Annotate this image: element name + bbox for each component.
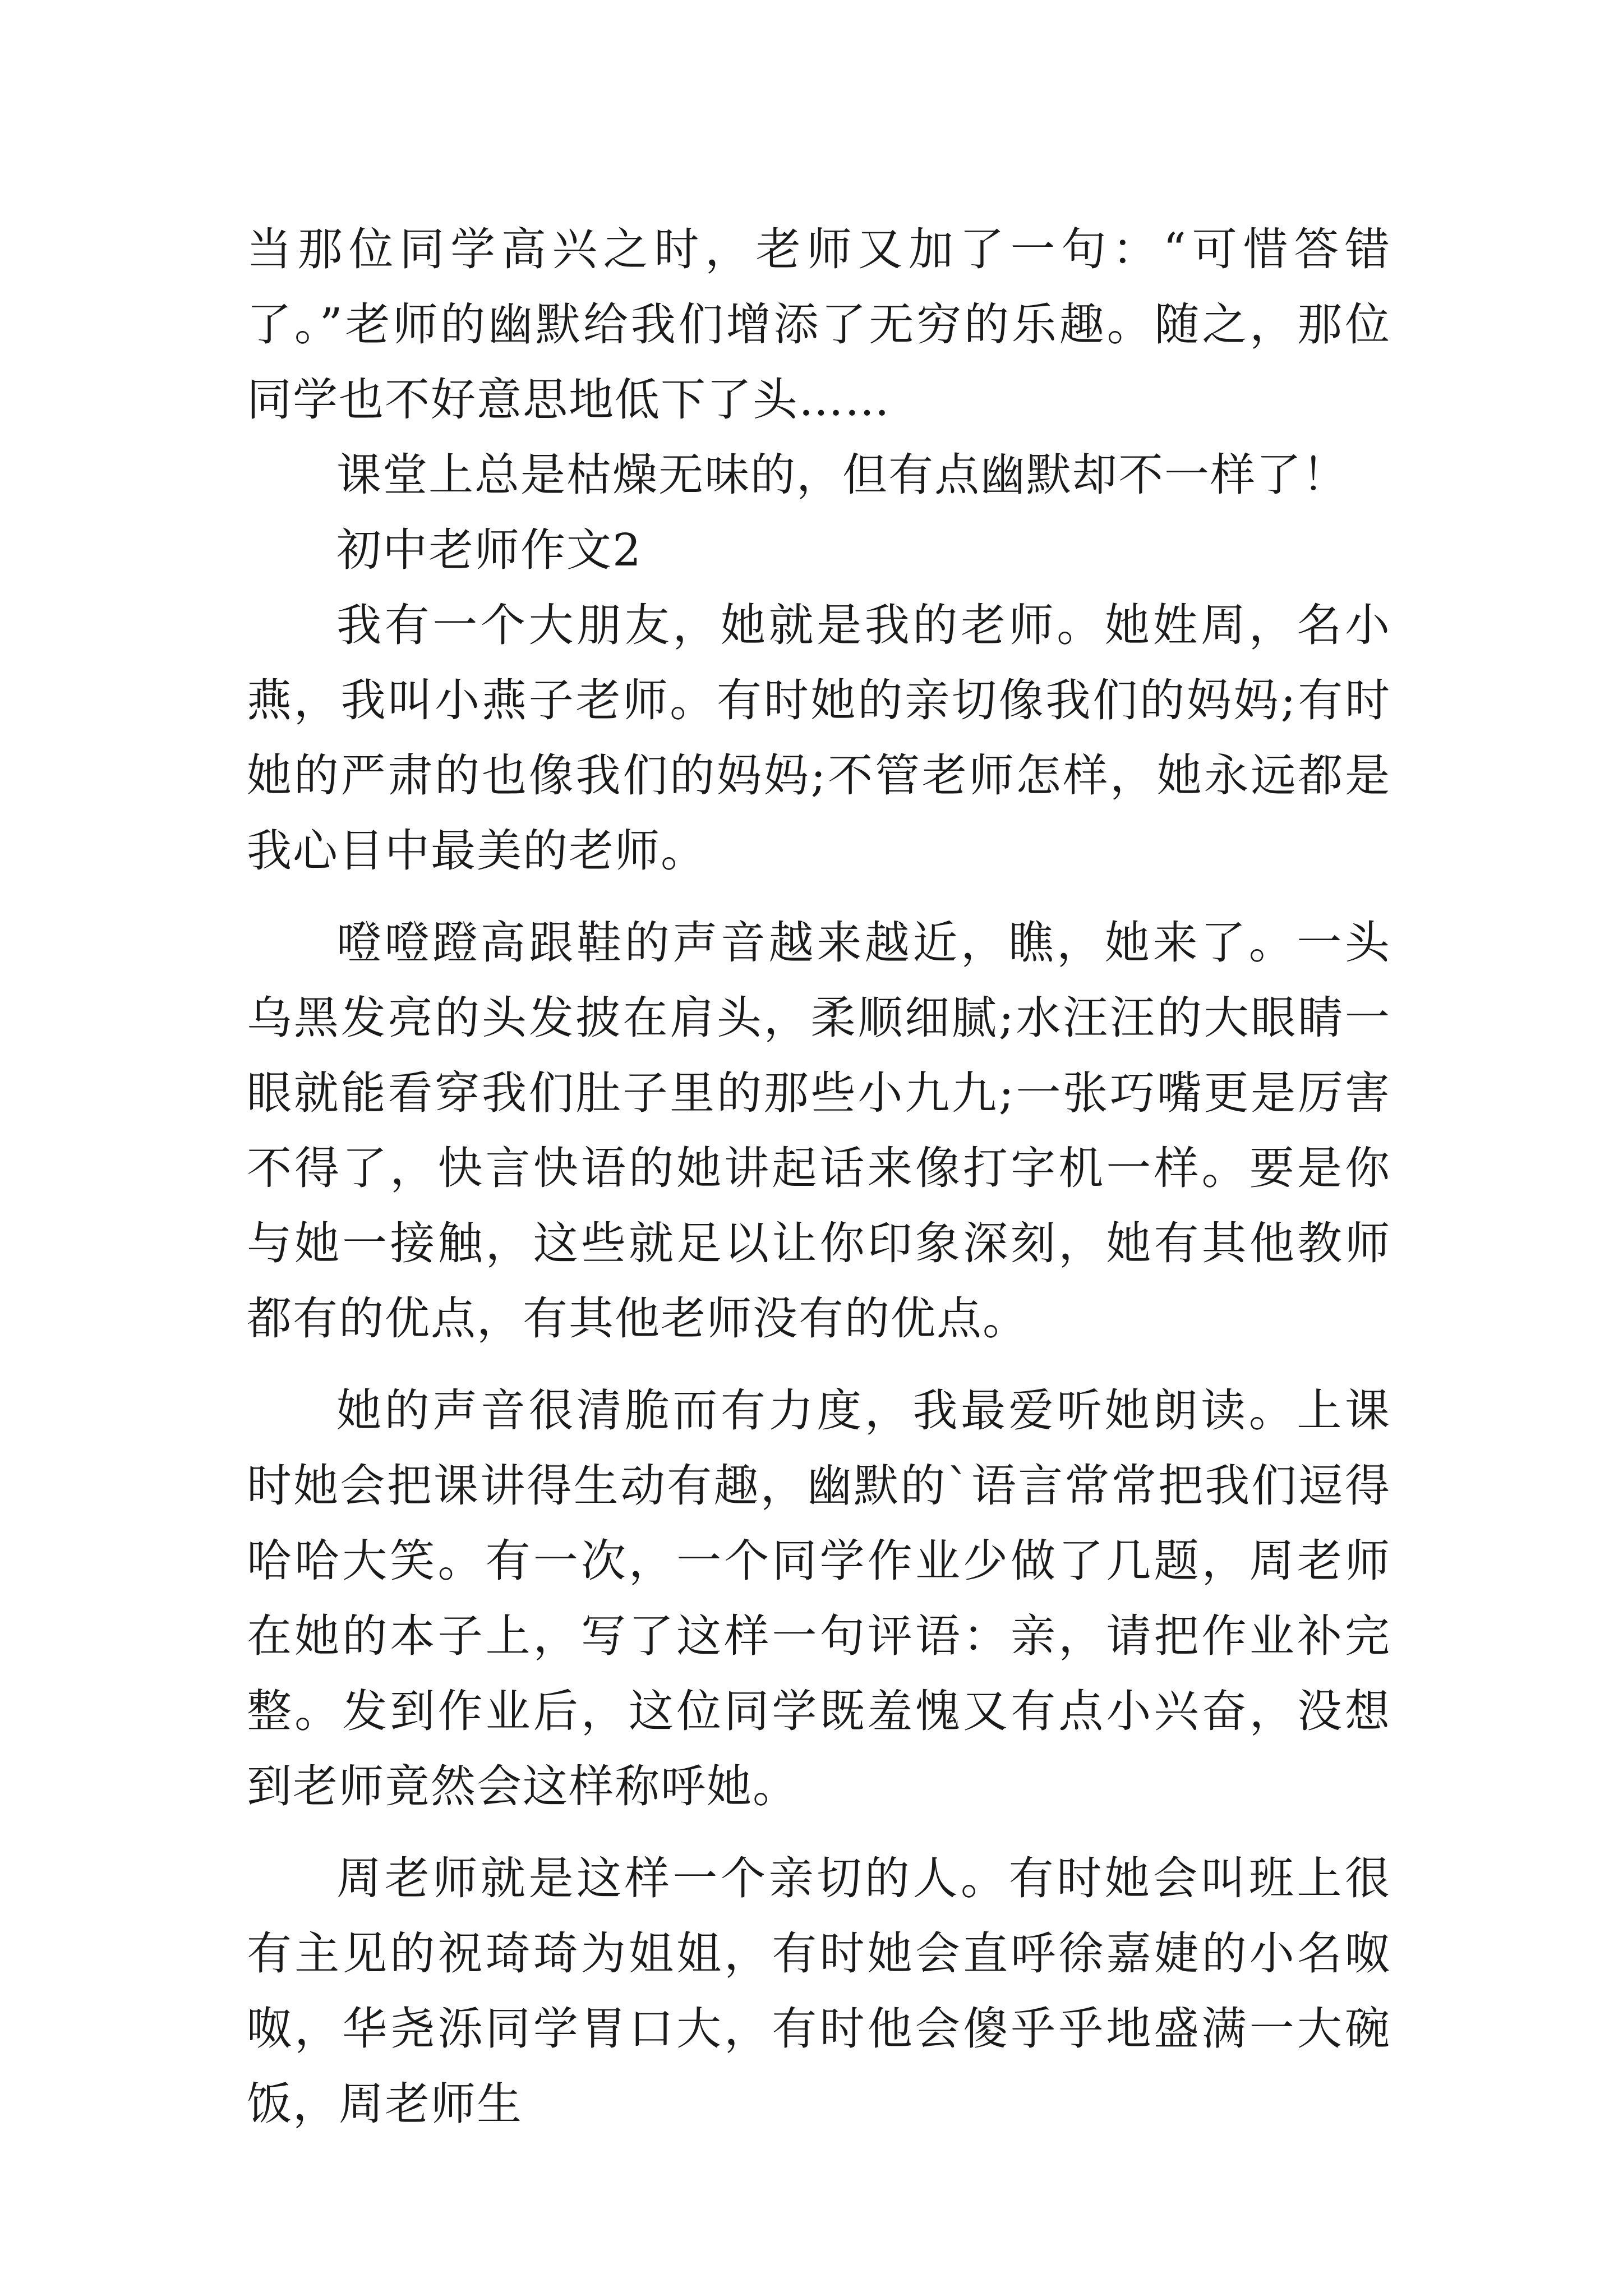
paragraph-kindness: 周老师就是这样一个亲切的人。有时她会叫班上很有主见的祝琦琦为姐姐，有时她会直呼徐嘉婕的小名呶呶，华尧泺同学胃口大，有时他会傻乎乎地盛满一大碗饭，周老师生 <box>247 1852 1391 2130</box>
paragraph-summary: 课堂上总是枯燥无味的，但有点幽默却不一样了！ <box>336 449 1348 501</box>
paragraph-intro: 我有一个大朋友，她就是我的老师。她姓周，名小燕，我叫小燕子老师。有时她的亲切像我们的妈妈;有时她的严肃的也像我们的妈妈;不管老师怎样，她永远都是我心目中最美的老师。 <box>247 599 1391 877</box>
paragraph-continuation: 当那位同学高兴之时，老师又加了一句：“可惜答错了。”老师的幽默给我们增添了无穷的乐趣。随之，那位同学也不好意思地低下了头…… <box>247 223 1391 426</box>
paragraph-appearance: 噔噔蹬高跟鞋的声音越来越近，瞧，她来了。一头乌黑发亮的头发披在肩头，柔顺细腻;水汪汪的大眼睛一眼就能看穿我们肚子里的那些小九九;一张巧嘴更是厉害不得了，快言快语的她讲起话来像打字机一样。要是你与她一接触，这些就足以让你印象深刻，她有其他教师都有的优点，有其他老师没有的优点。 <box>247 917 1391 1345</box>
essay-heading: 初中老师作文2 <box>336 524 642 576</box>
paragraph-voice: 她的声音很清脆而有力度，我最爱听她朗读。上课时她会把课讲得生动有趣，幽默的`语言常常把我们逗得哈哈大笑。有一次，一个同学作业少做了几题，周老师在她的本子上，写了这样一句评语：亲，请把作业补完整。发到作业后，这位同学既羞愧又有点小兴奋，没想到老师竟然会这样称呼她。 <box>247 1384 1391 1812</box>
document-body <box>247 212 1391 2142</box>
